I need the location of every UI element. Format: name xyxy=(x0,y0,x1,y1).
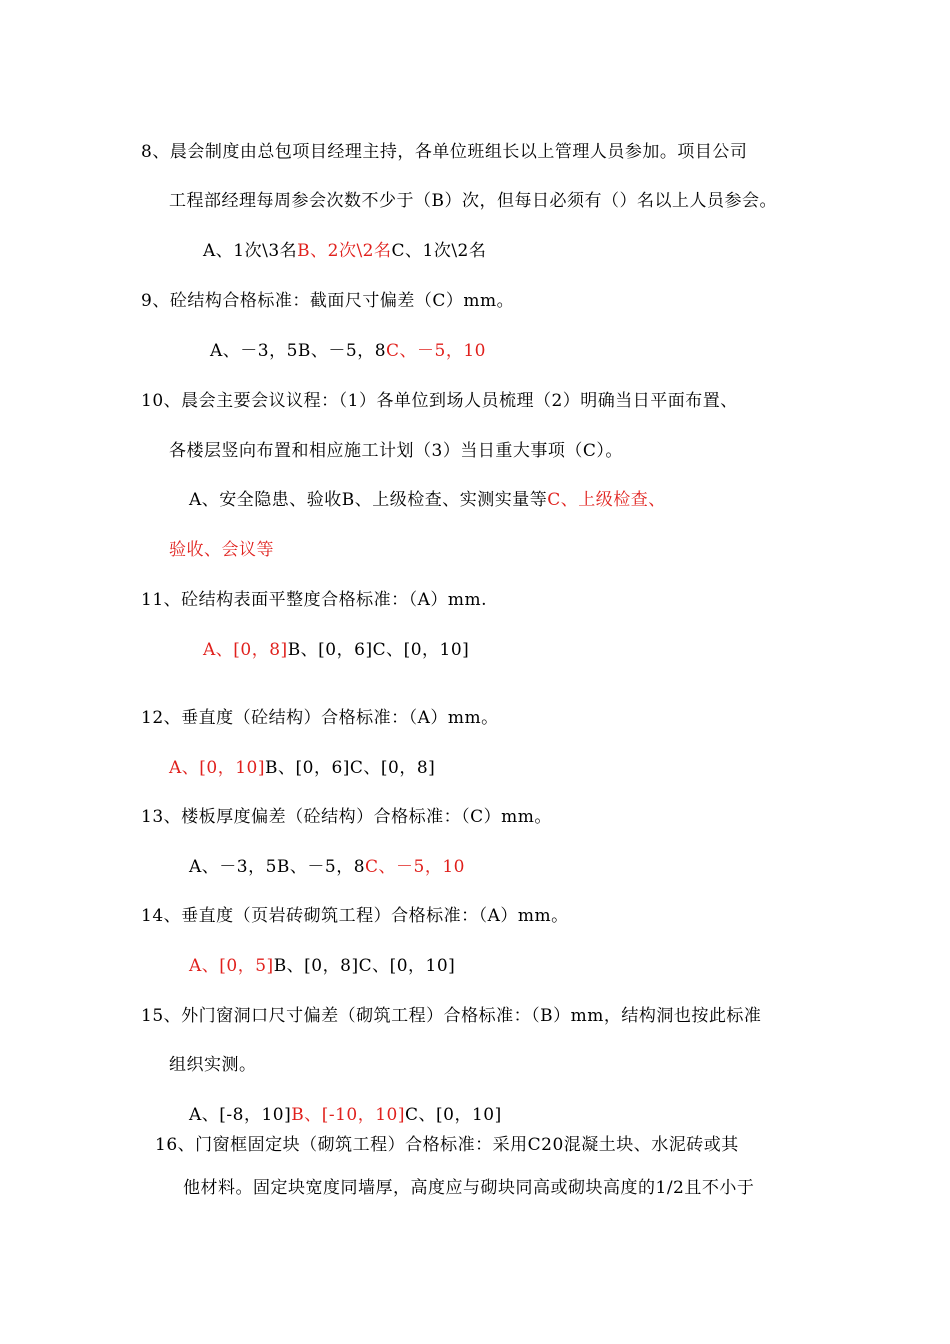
text-line xyxy=(141,389,738,413)
answer-option-text: B、2次\2名 xyxy=(297,241,392,261)
line-text: 组织实测。 xyxy=(169,1055,257,1075)
options-line xyxy=(189,488,666,512)
line-text: 9、砼结构合格标准：截面尺寸偏差（C）mm。 xyxy=(141,291,515,311)
line-text: 10、晨会主要会议议程：（1）各单位到场人员梳理（2）明确当日平面布置、 xyxy=(141,391,738,411)
options-line xyxy=(203,239,486,263)
text-line xyxy=(169,439,623,463)
answer-option-text: C、上级检查、 xyxy=(547,490,666,510)
answer-option-text: B、[-10，10] xyxy=(291,1105,405,1125)
answer-option-text: A、[0，5] xyxy=(189,956,274,976)
text-line xyxy=(169,1053,257,1077)
line-text: 各楼层竖向布置和相应施工计划（3）当日重大事项（C）。 xyxy=(169,441,623,461)
line-text: A、[-8，10] xyxy=(189,1105,292,1125)
text-line xyxy=(141,588,487,612)
options-line xyxy=(203,638,469,662)
text-line xyxy=(141,904,569,928)
line-text: C、[0，10] xyxy=(405,1105,502,1125)
text-line xyxy=(183,1176,754,1200)
line-text: 他材料。固定块宽度同墙厚，高度应与砌块同高或砌块高度的1/2且不小于 xyxy=(183,1178,755,1198)
line-text: B、[0，6]C、[0，10] xyxy=(287,640,470,660)
line-text: A、1次\3名 xyxy=(203,241,298,261)
line-text: 12、垂直度（砼结构）合格标准：（A）mm。 xyxy=(141,708,499,728)
line-text: 8、晨会制度由总包项目经理主持，各单位班组长以上管理人员参加。项目公司 xyxy=(141,142,748,162)
text-line xyxy=(141,140,747,164)
text-line xyxy=(141,706,499,730)
line-text: 11、砼结构表面平整度合格标准：（A）mm. xyxy=(141,590,488,610)
line-text: A、－3，5B、－5，8 xyxy=(210,341,387,361)
line-text: 工程部经理每周参会次数不少于（B）次，但每日必须有（）名以上人员参会。 xyxy=(169,191,777,211)
line-text: 16、门窗框固定块（砌筑工程）合格标准：采用C20混凝土块、水泥砖或其 xyxy=(155,1135,739,1155)
line-text: A、安全隐患、验收B、上级检查、实测实量等 xyxy=(189,490,548,510)
options-line xyxy=(189,1103,502,1127)
answer-option-text: A、[0，10] xyxy=(169,758,265,778)
line-text: 14、垂直度（页岩砖砌筑工程）合格标准：（A）mm。 xyxy=(141,906,569,926)
text-line xyxy=(169,538,274,562)
line-text: 13、楼板厚度偏差（砼结构）合格标准：（C）mm。 xyxy=(141,807,552,827)
answer-option-text: C、－5，10 xyxy=(386,341,487,361)
answer-option-text: 验收、会议等 xyxy=(169,540,274,560)
options-line xyxy=(189,855,465,879)
text-line xyxy=(141,289,514,313)
options-line xyxy=(189,954,455,978)
text-line xyxy=(169,189,777,213)
text-line xyxy=(155,1133,739,1157)
text-line xyxy=(141,1004,761,1028)
line-text: A、－3，5B、－5，8 xyxy=(189,857,366,877)
text-line xyxy=(141,805,552,829)
options-line xyxy=(169,756,435,780)
line-text: 15、外门窗洞口尺寸偏差（砌筑工程）合格标准：（B）mm，结构洞也按此标准 xyxy=(141,1006,762,1026)
line-text: B、[0，8]C、[0，10] xyxy=(273,956,456,976)
answer-option-text: A、[0，8] xyxy=(203,640,288,660)
line-text: B、[0，6]C、[0，8] xyxy=(265,758,436,778)
options-line xyxy=(210,339,486,363)
line-text: C、1次\2名 xyxy=(391,241,487,261)
answer-option-text: C、－5，10 xyxy=(365,857,466,877)
